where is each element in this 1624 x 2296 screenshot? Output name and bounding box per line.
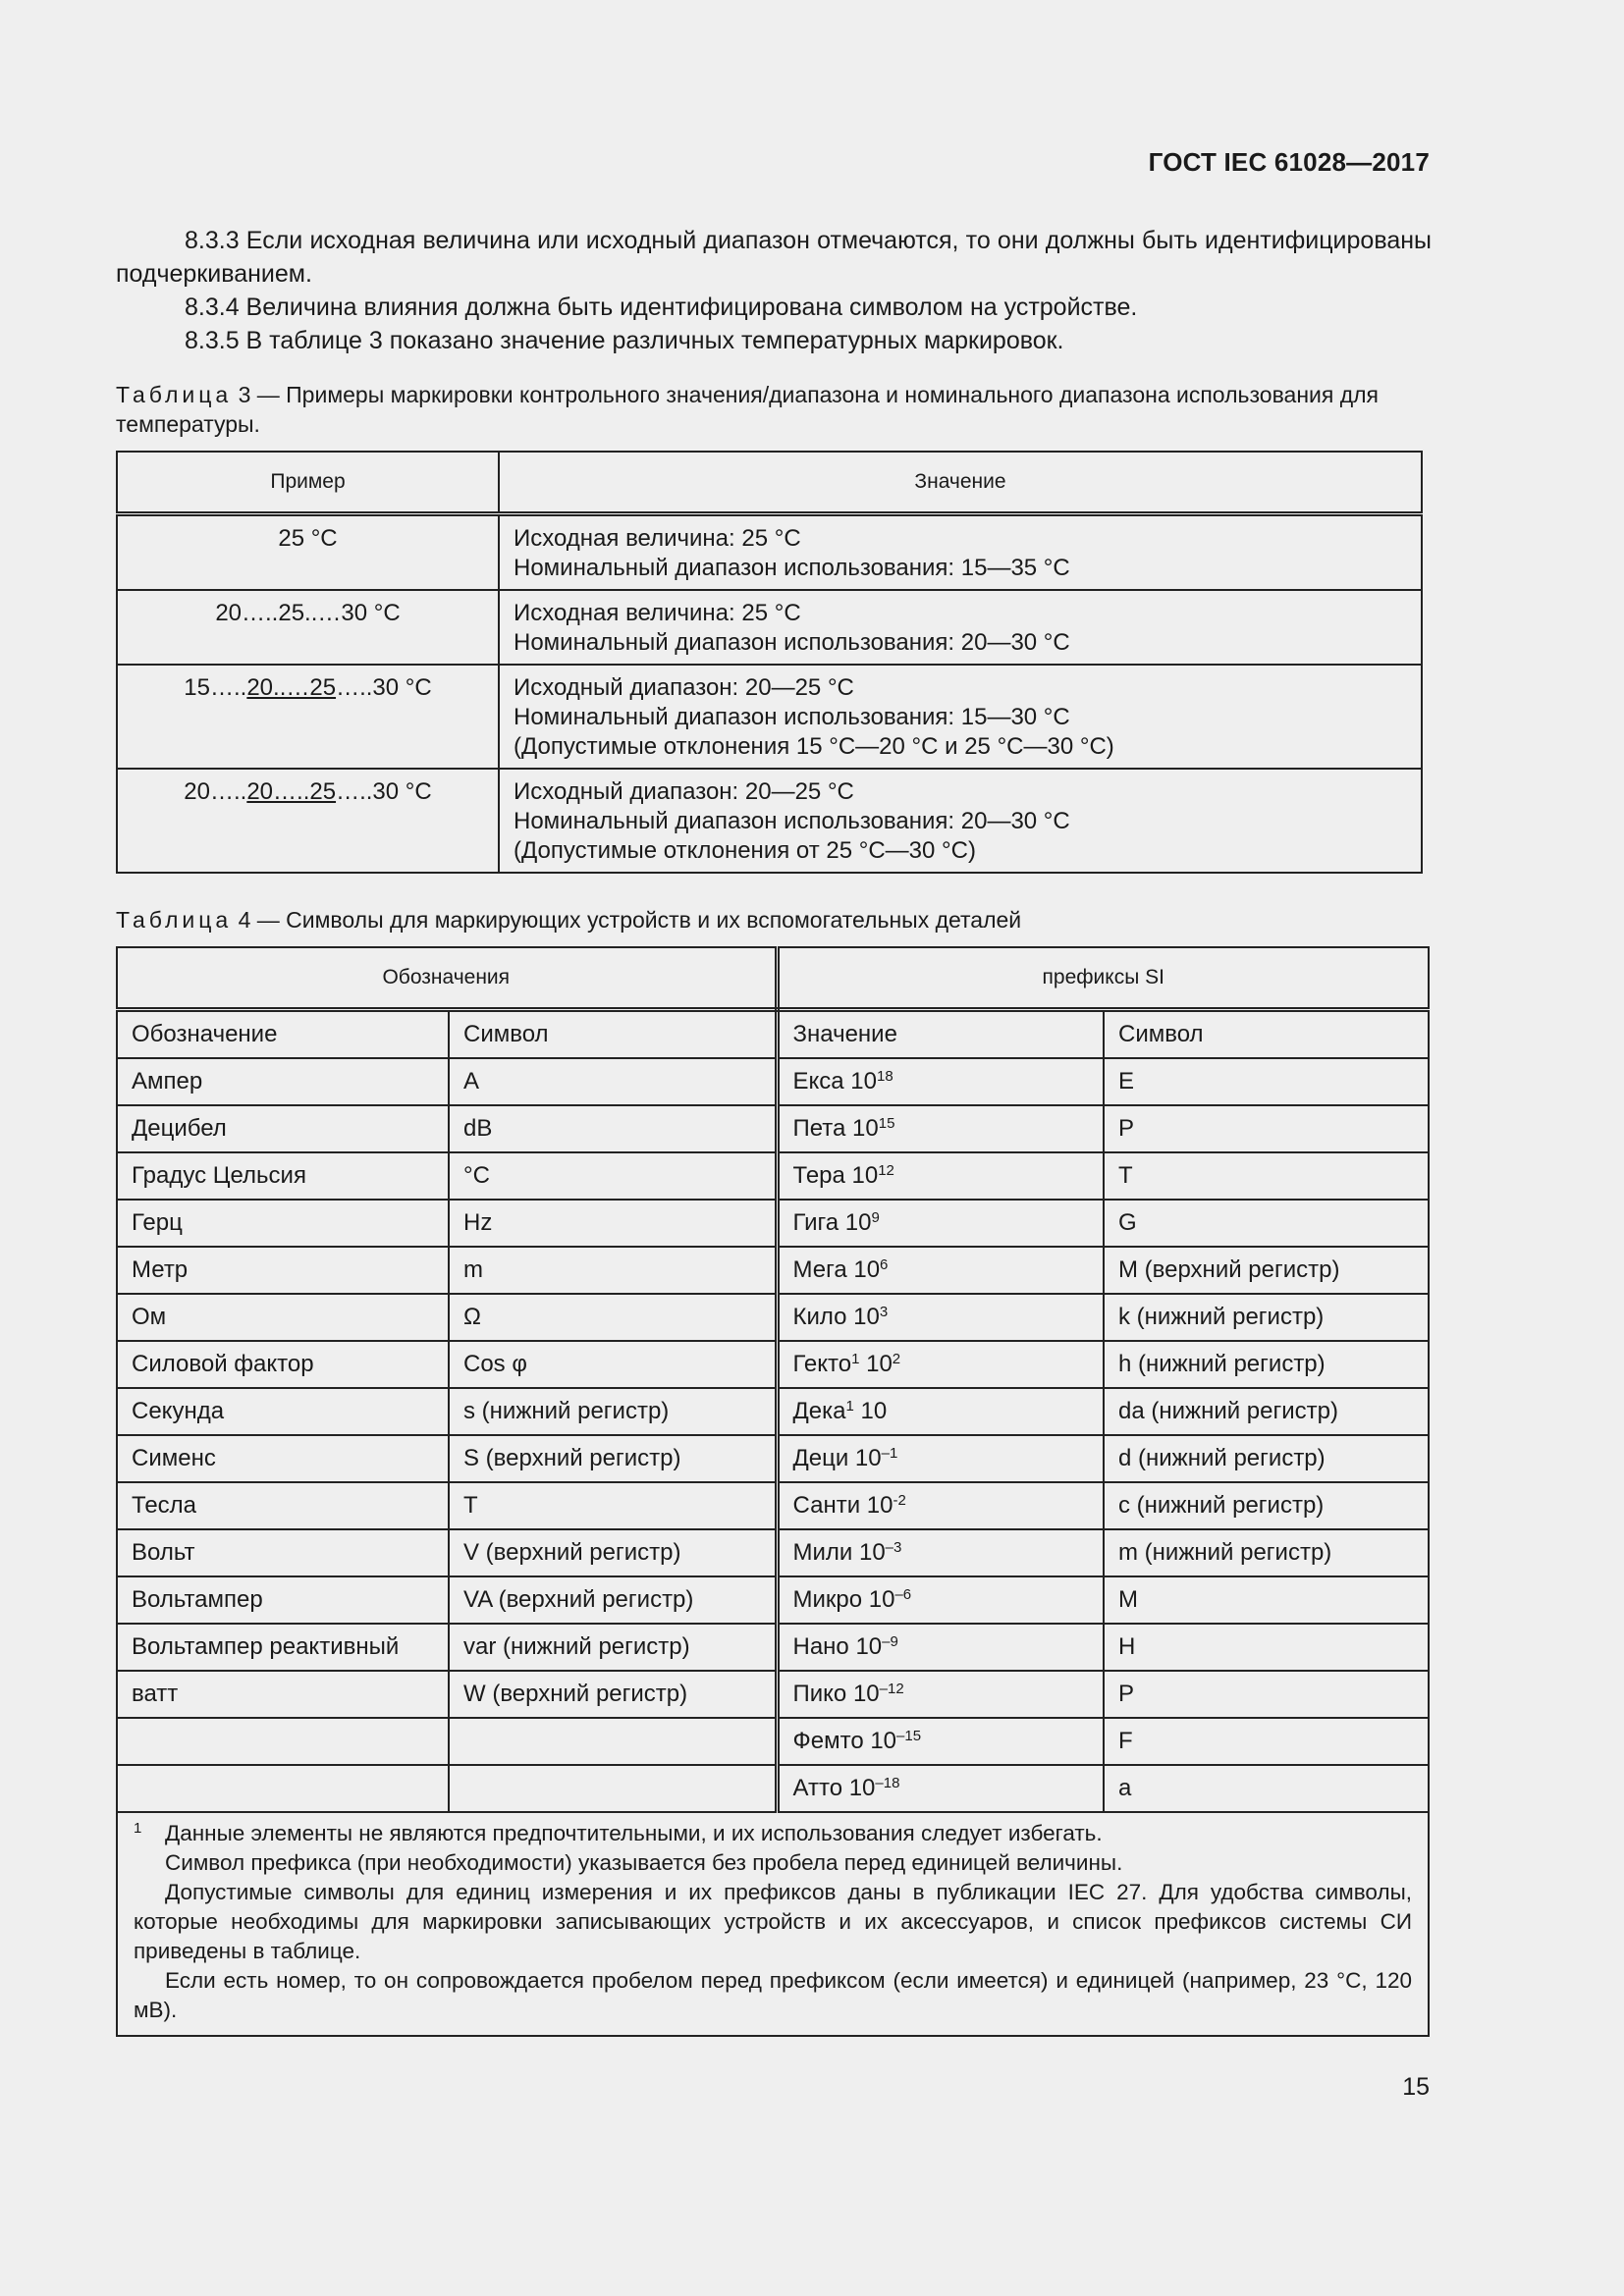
prefix-value: Тера 10 (792, 1162, 879, 1189)
table-row (117, 1105, 1429, 1152)
designation-cell: Секунда (117, 1388, 449, 1435)
col-header-prefix-symbol: Символ (1104, 1010, 1429, 1059)
value-cell (499, 590, 1422, 665)
group-header-si-prefixes: префиксы SI (777, 947, 1429, 1010)
example-part: …..30 °C (336, 778, 432, 805)
prefix-symbol-cell: a (1104, 1765, 1429, 1812)
footnote-text: Данные элементы не являются предпочтительными, и их использования следует избегать. (165, 1821, 1103, 1845)
prefix-cell (777, 1341, 1104, 1388)
value-line: (Допустимые отклонения 15 °C—20 °C и 25 °C—30 °C) (514, 733, 1114, 760)
table-row (117, 1200, 1429, 1247)
value-line: Исходная величина: 25 °C (514, 525, 801, 552)
prefix-symbol-cell: P (1104, 1105, 1429, 1152)
symbol-cell: Hz (449, 1200, 777, 1247)
caption-prefix: Таблица (116, 382, 233, 407)
prefix-exponent: –15 (896, 1728, 922, 1744)
example-underlined: 20…..25 (246, 778, 337, 805)
prefix-value: Нано 10 (792, 1633, 883, 1660)
prefix-exponent: –18 (875, 1775, 900, 1791)
table-row (117, 514, 1422, 591)
prefix-value: 10 (853, 1398, 888, 1424)
prefix-cell (777, 1718, 1104, 1765)
table-row (117, 1576, 1429, 1624)
symbol-cell: S (верхний регистр) (449, 1435, 777, 1482)
table-row (117, 1671, 1429, 1718)
paragraph-8-3-4 (116, 291, 1432, 324)
prefix-value: 10 (859, 1351, 893, 1377)
designation-cell: Градус Цельсия (117, 1152, 449, 1200)
prefix-exponent: -2 (893, 1492, 906, 1509)
prefix-symbol-cell: T (1104, 1152, 1429, 1200)
caption-prefix: Таблица (116, 907, 233, 933)
designation-cell: Децибел (117, 1105, 449, 1152)
table-row (117, 1388, 1429, 1435)
note (134, 1878, 1412, 1966)
symbol-cell: V (верхний регистр) (449, 1529, 777, 1576)
prefix-cell (777, 1152, 1104, 1200)
col-header-symbol: Символ (449, 1010, 777, 1059)
symbol-cell: W (верхний регистр) (449, 1671, 777, 1718)
example-cell: 20…..25..…30 °C (117, 590, 499, 665)
table-row (117, 1152, 1429, 1200)
prefix-exponent: 9 (871, 1209, 880, 1226)
prefix-symbol-cell: h (нижний регистр) (1104, 1341, 1429, 1388)
symbol-cell: Ω (449, 1294, 777, 1341)
prefix-value: Екса 10 (792, 1068, 877, 1095)
prefix-value: Мили 10 (792, 1539, 886, 1566)
prefix-cell (777, 1482, 1104, 1529)
table-row (117, 1058, 1429, 1105)
designation-cell: Вольтампер (117, 1576, 449, 1624)
table-row (117, 1247, 1429, 1294)
table-footnotes-row (117, 1812, 1429, 2036)
designation-cell (117, 1765, 449, 1812)
prefix-cell (777, 1624, 1104, 1671)
standard-title: ГОСТ IEC 61028—2017 (1148, 147, 1430, 177)
prefix-value: Атто 10 (792, 1775, 876, 1801)
symbol-cell (449, 1718, 777, 1765)
prefix-exponent: 15 (878, 1115, 895, 1132)
group-header-row (117, 947, 1429, 1010)
prefix-exponent: –6 (894, 1586, 912, 1603)
prefix-symbol-cell: E (1104, 1058, 1429, 1105)
paragraph-text: 8.3.5 В таблице 3 показано значение различных температурных маркировок. (185, 327, 1064, 354)
example-cell (117, 769, 499, 873)
prefix-cell (777, 1388, 1104, 1435)
table-4 (116, 946, 1430, 2037)
value-line: Номинальный диапазон использования: 20—30 °C (514, 629, 1070, 656)
table-row (117, 1718, 1429, 1765)
value-cell (499, 665, 1422, 769)
prefix-symbol-cell: m (нижний регистр) (1104, 1529, 1429, 1576)
value-cell (499, 514, 1422, 591)
prefix-exponent: 18 (877, 1068, 893, 1085)
table-row (117, 590, 1422, 665)
table-row (117, 769, 1422, 873)
prefix-value: Пико 10 (792, 1681, 880, 1707)
table-row (117, 1341, 1429, 1388)
example-part: 20….. (184, 778, 247, 805)
col-header-example: Пример (117, 452, 499, 514)
prefix-exponent: –12 (879, 1681, 904, 1697)
value-cell (499, 769, 1422, 873)
prefix-cell (777, 1247, 1104, 1294)
prefix-value: Микро 10 (792, 1586, 895, 1613)
table-3 (116, 451, 1423, 874)
prefix-value: Фемто 10 (792, 1728, 897, 1754)
symbol-cell: s (нижний регистр) (449, 1388, 777, 1435)
paragraph-8-3-3 (116, 224, 1432, 291)
prefix-symbol-cell: F (1104, 1718, 1429, 1765)
prefix-symbol-cell: k (нижний регистр) (1104, 1294, 1429, 1341)
table4-caption (116, 905, 1432, 934)
note-text: Если есть номер, то он сопровождается пробелом перед префиксом (если имеется) и единицей (например, 23 °С, 120 мВ). (134, 1968, 1412, 2022)
value-line: (Допустимые отклонения от 25 °C—30 °C) (514, 837, 976, 864)
caption-text: 4 — Символы для маркирующих устройств и их вспомогательных деталей (238, 907, 1022, 933)
prefix-cell (777, 1105, 1104, 1152)
prefix-value: Гига 10 (792, 1209, 872, 1236)
symbol-cell: VA (верхний регистр) (449, 1576, 777, 1624)
example-underlined: 20..…25 (246, 674, 337, 701)
prefix-cell (777, 1576, 1104, 1624)
symbol-cell: dB (449, 1105, 777, 1152)
prefix-exponent: 12 (878, 1162, 894, 1179)
prefix-value: Санти 10 (792, 1492, 893, 1519)
page-number: 15 (1402, 2073, 1430, 2101)
col-header-value: Значение (499, 452, 1422, 514)
prefix-symbol-cell: M (верхний регистр) (1104, 1247, 1429, 1294)
prefix-symbol-cell: c (нижний регистр) (1104, 1482, 1429, 1529)
prefix-exponent: –3 (885, 1539, 902, 1556)
designation-cell: Тесла (117, 1482, 449, 1529)
prefix-name: Дека (792, 1398, 846, 1424)
value-line: Исходная величина: 25 °C (514, 600, 801, 626)
designation-cell: Вольтампер реактивный (117, 1624, 449, 1671)
prefix-value: Пета 10 (792, 1115, 879, 1142)
value-line: Номинальный диапазон использования: 15—30 °C (514, 704, 1070, 730)
prefix-exponent: 6 (880, 1256, 889, 1273)
prefix-symbol-cell: H (1104, 1624, 1429, 1671)
example-cell (117, 665, 499, 769)
symbol-cell: var (нижний регистр) (449, 1624, 777, 1671)
prefix-value: Кило 10 (792, 1304, 880, 1330)
table-row (117, 665, 1422, 769)
note (134, 1848, 1412, 1878)
table-row (117, 1529, 1429, 1576)
example-cell: 25 °C (117, 514, 499, 591)
column-header-row (117, 1010, 1429, 1059)
example-part: …..30 °C (336, 674, 432, 701)
note-text: Символ префикса (при необходимости) указывается без пробела перед единицей величины. (165, 1850, 1123, 1875)
prefix-exponent: 3 (879, 1304, 889, 1320)
value-line: Номинальный диапазон использования: 20—30 °C (514, 808, 1070, 834)
table-row (117, 1624, 1429, 1671)
table4-body (117, 1058, 1429, 1812)
designation-cell: Метр (117, 1247, 449, 1294)
table-header-row (117, 452, 1422, 514)
prefix-exponent: –9 (882, 1633, 898, 1650)
prefix-exponent: –1 (881, 1445, 898, 1462)
prefix-symbol-cell: P (1104, 1671, 1429, 1718)
table-row (117, 1765, 1429, 1812)
designation-cell (117, 1718, 449, 1765)
value-line: Номинальный диапазон использования: 15—35 °C (514, 555, 1070, 581)
table3-caption (116, 380, 1432, 439)
col-header-meaning: Значение (777, 1010, 1104, 1059)
prefix-cell (777, 1200, 1104, 1247)
table-row (117, 1435, 1429, 1482)
prefix-cell (777, 1294, 1104, 1341)
symbol-cell: A (449, 1058, 777, 1105)
prefix-symbol-cell: d (нижний регистр) (1104, 1435, 1429, 1482)
designation-cell: Ом (117, 1294, 449, 1341)
col-header-designation: Обозначение (117, 1010, 449, 1059)
paragraph-text: 8.3.4 Величина влияния должна быть идентифицирована символом на устройстве. (185, 294, 1138, 321)
symbol-cell: °C (449, 1152, 777, 1200)
prefix-exponent: 2 (892, 1351, 901, 1367)
designation-cell: Ампер (117, 1058, 449, 1105)
prefix-cell (777, 1058, 1104, 1105)
paragraph-8-3-5 (116, 324, 1432, 357)
note (134, 1966, 1412, 2025)
symbol-cell: Cos φ (449, 1341, 777, 1388)
prefix-symbol-cell: da (нижний регистр) (1104, 1388, 1429, 1435)
designation-cell: Вольт (117, 1529, 449, 1576)
prefix-symbol-cell: G (1104, 1200, 1429, 1247)
prefix-name: Гекто (792, 1351, 852, 1377)
prefix-cell (777, 1765, 1104, 1812)
prefix-cell (777, 1529, 1104, 1576)
footnote-mark: 1 (851, 1351, 860, 1367)
group-header-designations: Обозначения (117, 947, 777, 1010)
prefix-cell (777, 1435, 1104, 1482)
footnote-1 (134, 1819, 1412, 1848)
value-line: Исходный диапазон: 20—25 °C (514, 674, 854, 701)
symbol-cell (449, 1765, 777, 1812)
footnote-mark: 1 (845, 1398, 854, 1415)
value-line: Исходный диапазон: 20—25 °C (514, 778, 854, 805)
prefix-cell (777, 1671, 1104, 1718)
designation-cell: ватт (117, 1671, 449, 1718)
example-part: 15….. (184, 674, 247, 701)
prefix-value: Деци 10 (792, 1445, 882, 1471)
table-row (117, 1294, 1429, 1341)
caption-text: 3 — Примеры маркировки контрольного значения/диапазона и номинального диапазона использования для температуры. (116, 382, 1380, 437)
prefix-value: Мега 10 (792, 1256, 881, 1283)
designation-cell: Сименс (117, 1435, 449, 1482)
table-row (117, 1482, 1429, 1529)
symbol-cell: T (449, 1482, 777, 1529)
note-text: Допустимые символы для единиц измерения и их префиксов даны в публикации IEC 27. Для удобства символы, которые необходимы для маркировки записывающих устройств и их аксессуаров, и список префиксов системы СИ приведены в таблице. (134, 1880, 1412, 1963)
symbol-cell: m (449, 1247, 777, 1294)
designation-cell: Герц (117, 1200, 449, 1247)
footnote-mark: 1 (134, 1820, 142, 1837)
designation-cell: Силовой фактор (117, 1341, 449, 1388)
table-footnotes (117, 1812, 1429, 2036)
prefix-symbol-cell: M (1104, 1576, 1429, 1624)
paragraph-text: 8.3.3 Если исходная величина или исходный диапазон отмечаются, то они должны быть идентифицированы подчеркиванием. (116, 227, 1432, 288)
